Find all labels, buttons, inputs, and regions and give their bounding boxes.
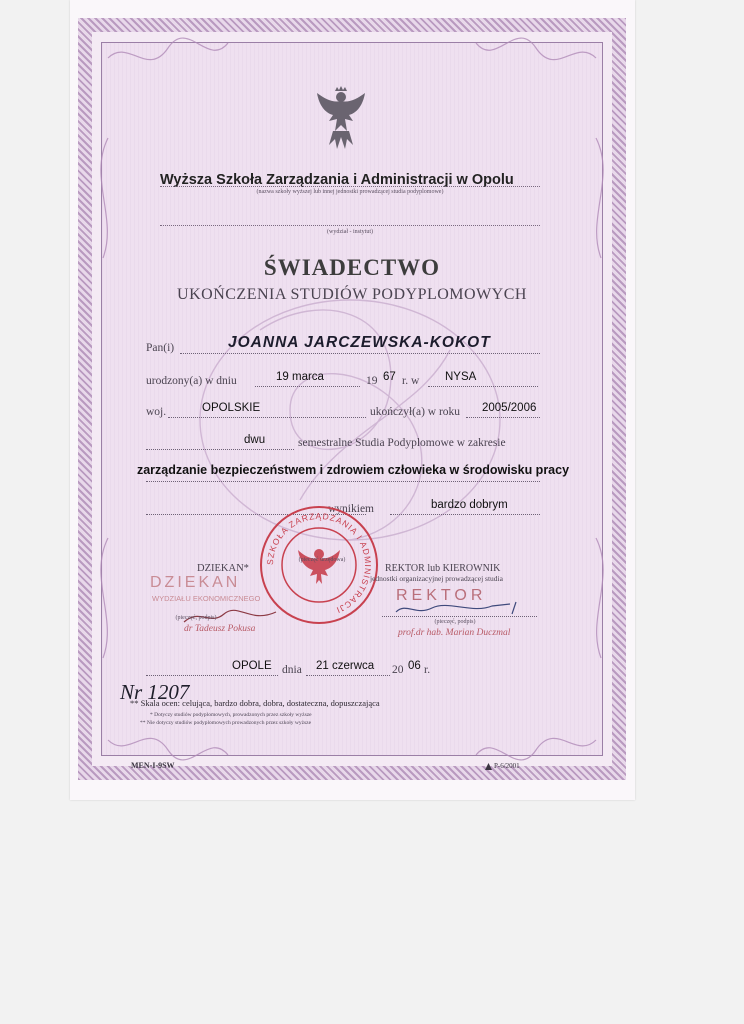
issue-city-line	[146, 675, 278, 676]
voivodeship: OPOLSKIE	[202, 402, 261, 414]
form-code: MEN-I-9SW	[131, 761, 175, 770]
birth-place-line	[428, 386, 538, 387]
day-label: dnia	[282, 664, 302, 676]
issue-city: OPOLE	[232, 660, 272, 672]
birth-year-prefix: 19	[366, 375, 378, 387]
eagle-emblem-icon	[315, 85, 367, 153]
holder-name: JOANNA JARCZEWSKA-KOKOT	[228, 334, 491, 351]
semesters: dwu	[244, 434, 266, 446]
rector-signature-line	[382, 616, 537, 617]
dean-label: DZIEKAN*	[197, 563, 249, 574]
course-line	[146, 481, 540, 482]
dean-seal-caption: (pieczęć, podpis)	[175, 615, 217, 621]
rector-label-2: jednostki organizacyjnej prowadzącej studia	[370, 574, 503, 583]
school-caption: (nazwa szkoły wyższej lub innej jednostki prowadzącej studia podyplomowe)	[256, 189, 444, 195]
studies-text: semestralne Studia Podyplomowe w zakresie	[298, 437, 506, 449]
name-label: Pan(i)	[146, 342, 175, 354]
rector-seal-caption: (pieczęć, podpis)	[434, 619, 476, 625]
issue-date-line	[306, 675, 390, 676]
dean-stamp: DZIEKAN	[150, 574, 241, 591]
certificate-subtitle: UKOŃCZENIA STUDIÓW PODYPLOMOWYCH	[177, 286, 527, 303]
rector-stamp: REKTOR	[396, 587, 487, 604]
course-name: zarządzanie bezpieczeństwem i zdrowiem człowieka w środowisku pracy	[136, 463, 570, 477]
born-label: urodzony(a) w dniu	[146, 375, 237, 387]
footnote-1: * Dotyczy studiów podyplomowych, prowadzonych przez szkoły wyższe	[150, 712, 312, 718]
issue-date: 21 czerwca	[316, 660, 375, 672]
dean-stamp-sub: WYDZIAŁU EKONOMICZNEGO	[152, 594, 261, 603]
rector-label: REKTOR lub KIEROWNIK	[385, 563, 501, 574]
voivodeship-line	[168, 417, 366, 418]
place-label: r. w	[402, 375, 420, 387]
completion-year: 2005/2006	[482, 402, 537, 414]
form-print-code: P-6/2001	[494, 762, 520, 770]
grade-line	[390, 514, 540, 515]
certificate-title: ŚWIADECTWO	[263, 255, 441, 280]
handwritten-number: Nr 1207	[120, 680, 190, 704]
issue-year: 06	[408, 660, 421, 672]
birth-day: 19 marca	[276, 371, 324, 383]
footnote-2: ** Nie dotyczy studiów podyplomowych prowadzonych przez szkoły wyższe	[140, 720, 312, 726]
voivodeship-label: woj.	[146, 406, 167, 418]
department-dotted-line	[160, 225, 540, 226]
grade: bardzo dobrym	[431, 499, 508, 511]
birth-year: 67	[383, 371, 396, 383]
seal-ring-text: SZKOŁA ZARZĄDZANIA I ADMINISTRACJI	[264, 510, 374, 616]
name-dotted-line	[180, 353, 540, 354]
printer-mark-icon	[484, 762, 493, 771]
completion-year-line	[466, 417, 540, 418]
dean-name: dr Tadeusz Pokusa	[184, 624, 256, 634]
birth-place: NYSA	[445, 371, 477, 383]
department-caption: (wydział - instytut)	[327, 229, 373, 235]
semesters-line	[146, 449, 294, 450]
grading-scale: ** Skala ocen: celująca, bardzo dobra, dobra, dostateczna, dopuszczająca	[130, 698, 380, 708]
birth-day-line	[255, 386, 360, 387]
round-seal-caption: (pieczęć urzędowa)	[298, 557, 346, 563]
result-label: wynikiem	[328, 503, 374, 515]
school-dotted-line	[160, 186, 540, 187]
issue-year-prefix: 20	[392, 664, 404, 676]
rector-name: prof.dr hab. Marian Duczmal	[398, 628, 511, 638]
completed-label: ukończył(a) w roku	[370, 406, 461, 418]
school-name: Wyższa Szkoła Zarządzania i Administracji w Opolu	[160, 172, 514, 188]
year-suffix: r.	[424, 664, 431, 676]
